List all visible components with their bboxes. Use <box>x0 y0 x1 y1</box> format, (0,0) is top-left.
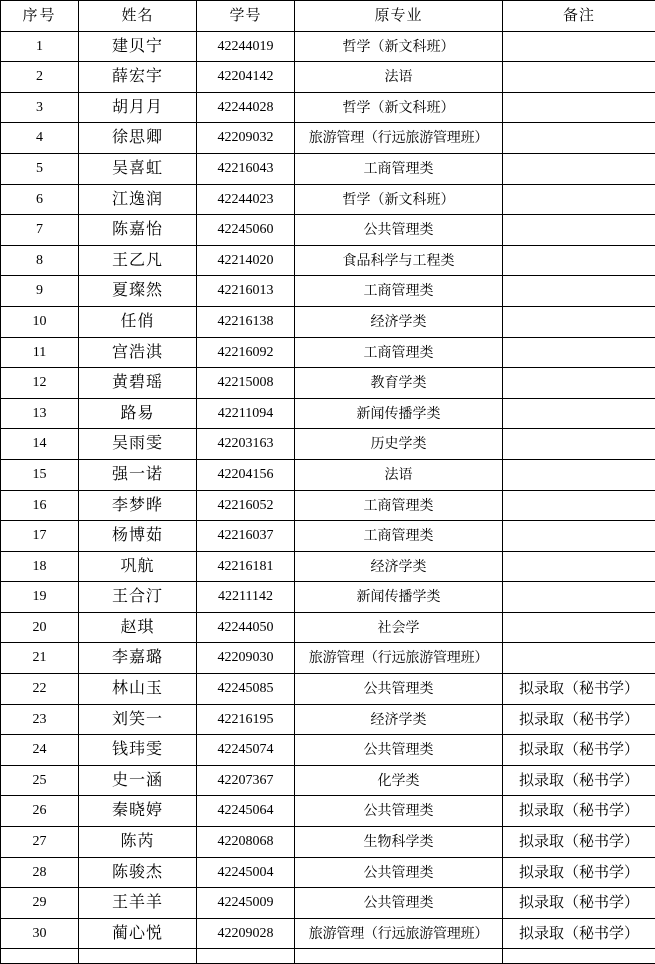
cell-index: 16 <box>1 490 79 521</box>
table-row <box>1 215 655 246</box>
cell-original-major: 公共管理类 <box>295 735 503 766</box>
cell-original-major: 教育学类 <box>295 368 503 399</box>
cell-index: 29 <box>1 888 79 919</box>
cell-remark: 拟录取（秘书学） <box>503 918 655 949</box>
cell-original-major: 新闻传播学类 <box>295 398 503 429</box>
table-row <box>1 153 655 184</box>
cell-original-major: 新闻传播学类 <box>295 582 503 613</box>
cell-name: 王合汀 <box>79 582 197 613</box>
table-header-row <box>1 1 655 32</box>
cell-original-major: 化学类 <box>295 765 503 796</box>
cell-index: 28 <box>1 857 79 888</box>
cell-student-id: 42216052 <box>197 490 295 521</box>
cell-remark <box>503 521 655 552</box>
cell-name: 吴雨雯 <box>79 429 197 460</box>
cell-remark <box>503 643 655 674</box>
cell-index: 23 <box>1 704 79 735</box>
cell-original-major: 经济学类 <box>295 306 503 337</box>
cell-student-id: 42245085 <box>197 674 295 705</box>
cell-original-major: 工商管理类 <box>295 521 503 552</box>
cell-student-id: 42207367 <box>197 765 295 796</box>
cell-remark <box>503 123 655 154</box>
cell-original-major: 旅游管理（行远旅游管理班） <box>295 123 503 154</box>
cell-student-id: 42215008 <box>197 368 295 399</box>
table-row <box>1 643 655 674</box>
column-header-original-major: 原专业 <box>295 1 503 32</box>
cell-name: 夏璨然 <box>79 276 197 307</box>
cell-name: 林山玉 <box>79 674 197 705</box>
cell-remark: 拟录取（秘书学） <box>503 796 655 827</box>
cell-index: 18 <box>1 551 79 582</box>
cell-index: 9 <box>1 276 79 307</box>
cell-empty <box>79 949 197 964</box>
cell-name: 徐思卿 <box>79 123 197 154</box>
cell-original-major: 公共管理类 <box>295 857 503 888</box>
cell-remark <box>503 368 655 399</box>
cell-remark <box>503 490 655 521</box>
cell-student-id: 42214020 <box>197 245 295 276</box>
cell-name: 赵琪 <box>79 612 197 643</box>
table-row <box>1 796 655 827</box>
cell-index: 15 <box>1 459 79 490</box>
table-row <box>1 62 655 93</box>
cell-original-major: 旅游管理（行远旅游管理班） <box>295 918 503 949</box>
cell-name: 刘笑一 <box>79 704 197 735</box>
cell-empty <box>197 949 295 964</box>
cell-index: 22 <box>1 674 79 705</box>
cell-name: 秦晓婷 <box>79 796 197 827</box>
cell-student-id: 42216043 <box>197 153 295 184</box>
cell-name: 强一诺 <box>79 459 197 490</box>
cell-index: 20 <box>1 612 79 643</box>
cell-student-id: 42204142 <box>197 62 295 93</box>
cell-name: 巩航 <box>79 551 197 582</box>
cell-student-id: 42211142 <box>197 582 295 613</box>
cell-remark: 拟录取（秘书学） <box>503 827 655 858</box>
cell-remark: 拟录取（秘书学） <box>503 674 655 705</box>
table-header <box>1 1 655 32</box>
cell-student-id: 42216195 <box>197 704 295 735</box>
table-row <box>1 490 655 521</box>
cell-name: 陈骏杰 <box>79 857 197 888</box>
cell-student-id: 42208068 <box>197 827 295 858</box>
cell-remark <box>503 551 655 582</box>
cell-student-id: 42211094 <box>197 398 295 429</box>
cell-student-id: 42216092 <box>197 337 295 368</box>
cell-student-id: 42209030 <box>197 643 295 674</box>
table-row <box>1 123 655 154</box>
table-row <box>1 429 655 460</box>
cell-index: 8 <box>1 245 79 276</box>
table-row <box>1 368 655 399</box>
cell-student-id: 42245004 <box>197 857 295 888</box>
table-row <box>1 857 655 888</box>
cell-remark: 拟录取（秘书学） <box>503 765 655 796</box>
cell-remark: 拟录取（秘书学） <box>503 704 655 735</box>
cell-original-major: 经济学类 <box>295 551 503 582</box>
table-body <box>1 31 655 964</box>
cell-student-id: 42245009 <box>197 888 295 919</box>
table-row <box>1 306 655 337</box>
cell-student-id: 42216013 <box>197 276 295 307</box>
cell-name: 蔺心悦 <box>79 918 197 949</box>
table-row <box>1 184 655 215</box>
cell-name: 王羊羊 <box>79 888 197 919</box>
cell-index: 6 <box>1 184 79 215</box>
cell-index: 27 <box>1 827 79 858</box>
table-row <box>1 92 655 123</box>
cell-student-id: 42244019 <box>197 31 295 62</box>
cell-original-major: 哲学（新文科班） <box>295 92 503 123</box>
cell-name: 吴喜虹 <box>79 153 197 184</box>
cell-student-id: 42244050 <box>197 612 295 643</box>
cell-index: 25 <box>1 765 79 796</box>
cell-remark <box>503 215 655 246</box>
cell-name: 陈芮 <box>79 827 197 858</box>
cell-original-major: 哲学（新文科班） <box>295 31 503 62</box>
cell-original-major: 公共管理类 <box>295 215 503 246</box>
cell-empty <box>295 949 503 964</box>
cell-name: 江逸润 <box>79 184 197 215</box>
cell-name: 建贝宁 <box>79 31 197 62</box>
cell-student-id: 42209028 <box>197 918 295 949</box>
column-header-remark: 备注 <box>503 1 655 32</box>
table-row <box>1 674 655 705</box>
cell-name: 陈嘉怡 <box>79 215 197 246</box>
cell-original-major: 法语 <box>295 459 503 490</box>
cell-index: 30 <box>1 918 79 949</box>
cell-original-major: 历史学类 <box>295 429 503 460</box>
cell-remark <box>503 429 655 460</box>
cell-student-id: 42245074 <box>197 735 295 766</box>
table-row <box>1 765 655 796</box>
table-row <box>1 398 655 429</box>
cell-original-major: 法语 <box>295 62 503 93</box>
cell-name: 钱玮雯 <box>79 735 197 766</box>
cell-remark: 拟录取（秘书学） <box>503 888 655 919</box>
cell-name: 宫浩淇 <box>79 337 197 368</box>
cell-index: 12 <box>1 368 79 399</box>
cell-student-id: 42209032 <box>197 123 295 154</box>
cell-empty <box>1 949 79 964</box>
table-row <box>1 735 655 766</box>
cell-original-major: 公共管理类 <box>295 796 503 827</box>
table-row <box>1 245 655 276</box>
cell-remark <box>503 245 655 276</box>
cell-student-id: 42216138 <box>197 306 295 337</box>
table-row <box>1 827 655 858</box>
column-header-index: 序号 <box>1 1 79 32</box>
cell-remark: 拟录取（秘书学） <box>503 857 655 888</box>
cell-original-major: 工商管理类 <box>295 337 503 368</box>
cell-student-id: 42244028 <box>197 92 295 123</box>
table-row <box>1 888 655 919</box>
cell-name: 杨博茹 <box>79 521 197 552</box>
cell-remark <box>503 459 655 490</box>
cell-index: 19 <box>1 582 79 613</box>
cell-index: 5 <box>1 153 79 184</box>
cell-remark <box>503 31 655 62</box>
table-row-partial <box>1 949 655 964</box>
cell-original-major: 公共管理类 <box>295 888 503 919</box>
cell-index: 4 <box>1 123 79 154</box>
column-header-name: 姓名 <box>79 1 197 32</box>
cell-index: 26 <box>1 796 79 827</box>
cell-remark <box>503 276 655 307</box>
cell-original-major: 哲学（新文科班） <box>295 184 503 215</box>
cell-name: 路易 <box>79 398 197 429</box>
table-row <box>1 612 655 643</box>
cell-index: 1 <box>1 31 79 62</box>
cell-name: 李嘉璐 <box>79 643 197 674</box>
cell-name: 薛宏宇 <box>79 62 197 93</box>
cell-remark <box>503 153 655 184</box>
cell-original-major: 旅游管理（行远旅游管理班） <box>295 643 503 674</box>
cell-index: 17 <box>1 521 79 552</box>
cell-student-id: 42245060 <box>197 215 295 246</box>
cell-name: 李梦晔 <box>79 490 197 521</box>
cell-original-major: 经济学类 <box>295 704 503 735</box>
table-row <box>1 459 655 490</box>
cell-remark <box>503 398 655 429</box>
table-row <box>1 521 655 552</box>
cell-index: 21 <box>1 643 79 674</box>
cell-remark <box>503 612 655 643</box>
cell-name: 任俏 <box>79 306 197 337</box>
table-row <box>1 704 655 735</box>
table-row <box>1 31 655 62</box>
cell-remark <box>503 306 655 337</box>
cell-name: 胡月月 <box>79 92 197 123</box>
table-row <box>1 582 655 613</box>
cell-remark <box>503 337 655 368</box>
cell-empty <box>503 949 655 964</box>
cell-student-id: 42244023 <box>197 184 295 215</box>
cell-name: 王乙凡 <box>79 245 197 276</box>
cell-student-id: 42216181 <box>197 551 295 582</box>
column-header-student-id: 学号 <box>197 1 295 32</box>
cell-index: 10 <box>1 306 79 337</box>
cell-original-major: 社会学 <box>295 612 503 643</box>
cell-remark: 拟录取（秘书学） <box>503 735 655 766</box>
cell-student-id: 42203163 <box>197 429 295 460</box>
cell-name: 史一涵 <box>79 765 197 796</box>
cell-student-id: 42204156 <box>197 459 295 490</box>
cell-index: 13 <box>1 398 79 429</box>
cell-remark <box>503 92 655 123</box>
table-row <box>1 551 655 582</box>
cell-index: 11 <box>1 337 79 368</box>
cell-student-id: 42216037 <box>197 521 295 552</box>
cell-remark <box>503 62 655 93</box>
cell-index: 14 <box>1 429 79 460</box>
cell-original-major: 食品科学与工程类 <box>295 245 503 276</box>
cell-original-major: 工商管理类 <box>295 276 503 307</box>
cell-student-id: 42245064 <box>197 796 295 827</box>
cell-name: 黄碧瑶 <box>79 368 197 399</box>
cell-original-major: 工商管理类 <box>295 153 503 184</box>
table-row <box>1 276 655 307</box>
cell-remark <box>503 184 655 215</box>
cell-original-major: 工商管理类 <box>295 490 503 521</box>
cell-index: 3 <box>1 92 79 123</box>
cell-index: 7 <box>1 215 79 246</box>
cell-original-major: 公共管理类 <box>295 674 503 705</box>
cell-original-major: 生物科学类 <box>295 827 503 858</box>
table-row <box>1 337 655 368</box>
cell-remark <box>503 582 655 613</box>
cell-index: 24 <box>1 735 79 766</box>
cell-index: 2 <box>1 62 79 93</box>
